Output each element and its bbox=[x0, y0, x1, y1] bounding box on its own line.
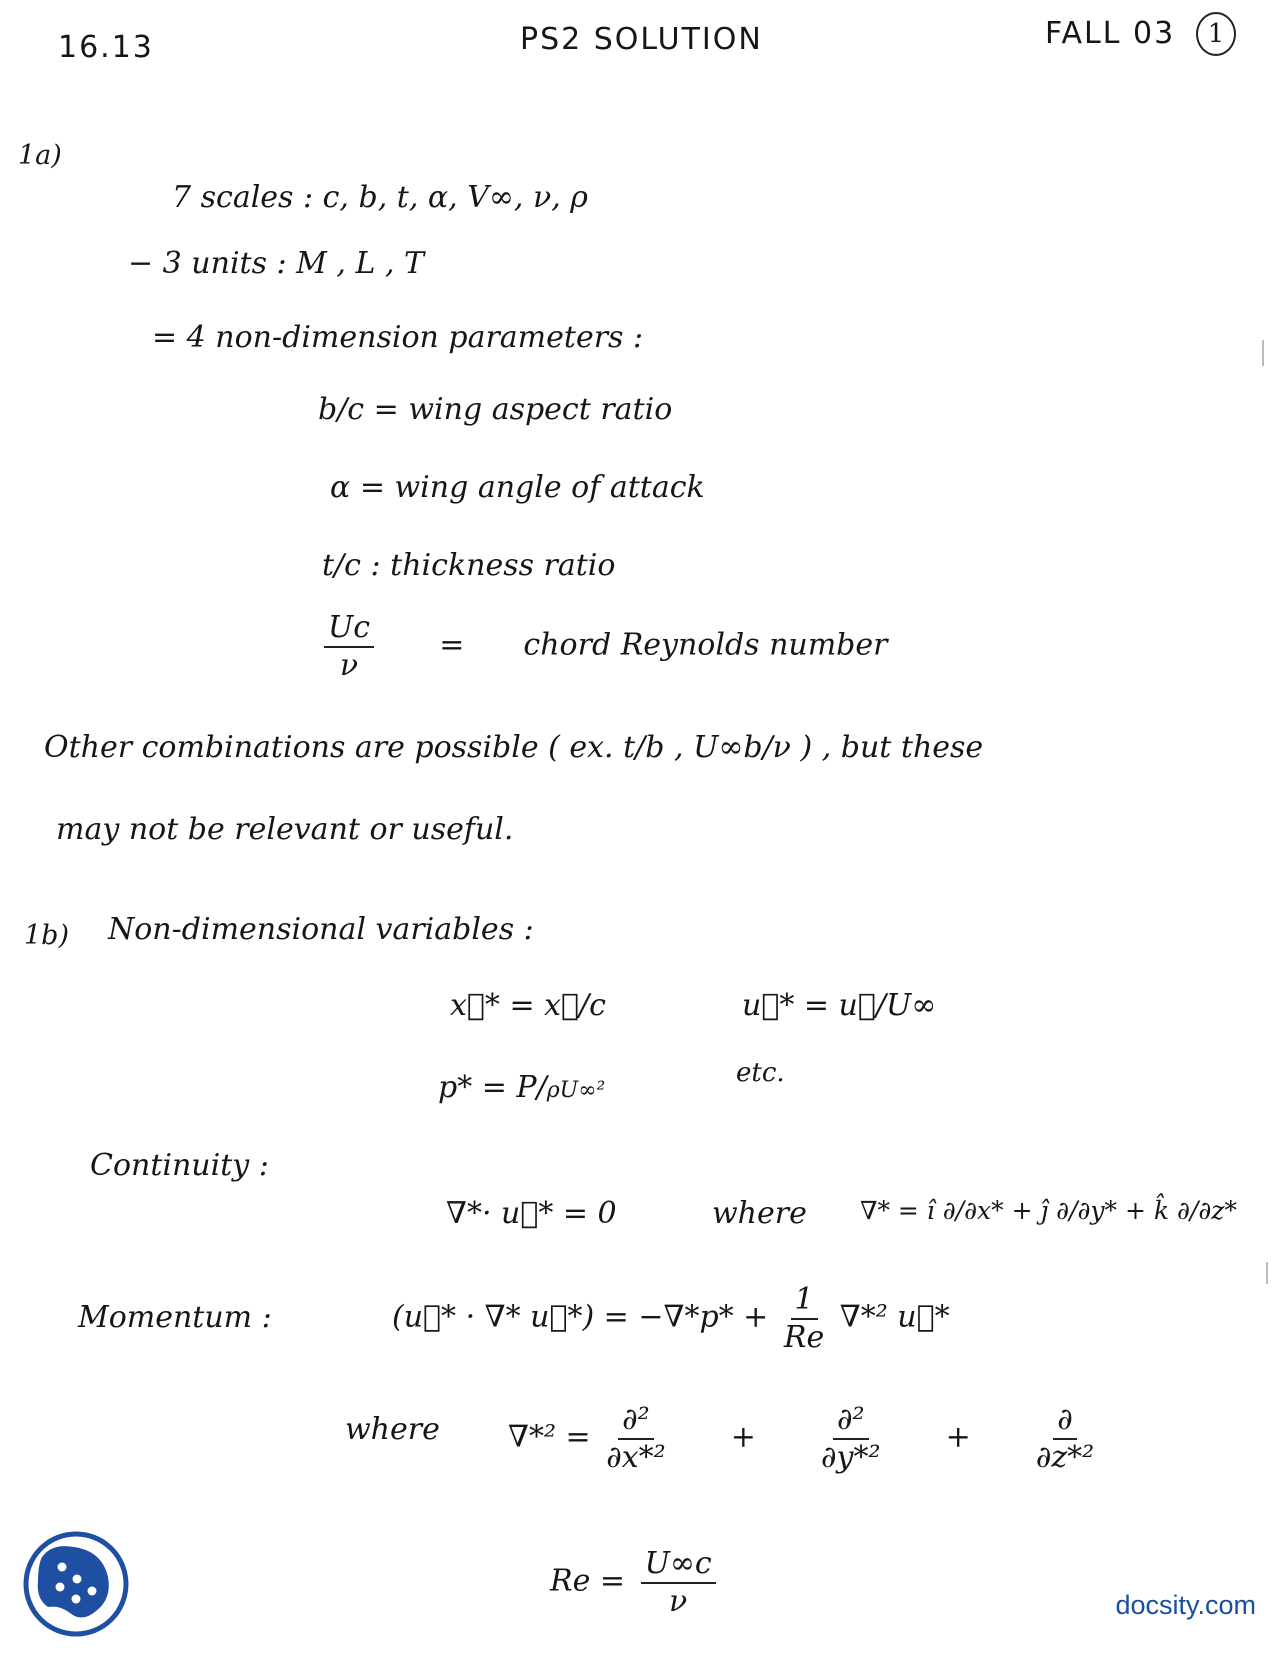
param-separator: : bbox=[370, 548, 381, 583]
param-angle-of-attack bbox=[330, 470, 705, 505]
laplacian-lhs: ∇*² = bbox=[508, 1419, 591, 1455]
laplacian-term-numerator: ∂² bbox=[833, 1404, 869, 1440]
laplacian-term-numerator: ∂² bbox=[618, 1404, 654, 1440]
laplacian-definition bbox=[508, 1404, 1100, 1473]
momentum-fraction bbox=[784, 1284, 824, 1353]
etc-label: etc. bbox=[736, 1058, 785, 1088]
laplacian-term-denominator: ∂z*² bbox=[1035, 1439, 1095, 1475]
nondim-variables-heading: Non-dimensional variables : bbox=[108, 912, 534, 947]
param-symbol: b/c bbox=[318, 392, 365, 427]
reynolds-definition bbox=[550, 1548, 722, 1617]
part-b-label: 1b) bbox=[24, 920, 69, 951]
plus-sign: + bbox=[730, 1419, 756, 1455]
param-symbol: α bbox=[330, 470, 351, 505]
note-line-1: Other combinations are possible ( ex. t/b , U∞b/ν ) , but these bbox=[44, 730, 984, 765]
plus-sign: + bbox=[945, 1419, 971, 1455]
part-a-label: 1a) bbox=[18, 140, 62, 171]
docsity-logo-icon bbox=[22, 1529, 130, 1639]
param-meaning: chord Reynolds number bbox=[523, 627, 888, 663]
note-line-2: may not be relevant or useful. bbox=[56, 812, 514, 847]
param-meaning: thickness ratio bbox=[390, 548, 616, 583]
momentum-fraction-denominator: Re bbox=[783, 1319, 825, 1355]
param-separator: = bbox=[359, 470, 385, 505]
param-meaning: wing aspect ratio bbox=[408, 392, 673, 427]
units-line: − 3 units : M , L , T bbox=[128, 246, 425, 281]
docsity-brand-link[interactable]: docsity.com bbox=[1115, 1590, 1256, 1620]
momentum-rhs: ∇*² u⃗* bbox=[839, 1299, 950, 1335]
laplacian-term-denominator: ∂x*² bbox=[606, 1439, 666, 1475]
var-p-definition bbox=[438, 1070, 605, 1105]
laplacian-term-y bbox=[821, 1404, 881, 1473]
var-u-definition: u⃗* = u⃗/U∞ bbox=[742, 988, 937, 1023]
param-separator: = bbox=[373, 392, 399, 427]
reynolds-fraction bbox=[641, 1548, 716, 1617]
continuity-label: Continuity : bbox=[90, 1148, 269, 1183]
laplacian-term-denominator: ∂y*² bbox=[821, 1439, 881, 1475]
scan-mark bbox=[1262, 340, 1264, 366]
param-separator: = bbox=[439, 627, 465, 663]
reynolds-fraction-numerator: U∞c bbox=[641, 1548, 716, 1584]
param-symbol: t/c bbox=[322, 548, 361, 583]
momentum-label: Momentum : bbox=[78, 1300, 272, 1335]
var-p-denominator: ρU∞² bbox=[546, 1078, 606, 1103]
reynolds-fraction-denominator: ν bbox=[668, 1583, 688, 1619]
param-fraction-numerator: Uc bbox=[324, 612, 374, 648]
momentum-lhs: (u⃗* · ∇* u⃗*) = −∇*p* + bbox=[392, 1299, 769, 1335]
param-fraction bbox=[324, 612, 374, 681]
reynolds-lhs: Re = bbox=[550, 1563, 626, 1599]
course-number: 16.13 bbox=[58, 30, 154, 65]
param-aspect-ratio bbox=[318, 392, 672, 427]
nondim-count-line: = 4 non-dimension parameters : bbox=[152, 320, 644, 355]
page-number-badge bbox=[1196, 12, 1236, 56]
term-label: FALL 03 bbox=[1045, 16, 1176, 51]
param-fraction-denominator: ν bbox=[339, 647, 359, 683]
page-number: 1 bbox=[1196, 12, 1236, 56]
var-p-lhs: p* = P/ bbox=[438, 1070, 547, 1105]
laplacian-term-numerator: ∂ bbox=[1053, 1404, 1077, 1440]
momentum-fraction-numerator: 1 bbox=[791, 1284, 818, 1320]
scan-mark bbox=[1266, 1262, 1268, 1284]
param-thickness-ratio bbox=[322, 548, 615, 583]
laplacian-term-x bbox=[606, 1404, 665, 1473]
param-reynolds bbox=[318, 612, 887, 681]
param-meaning: wing angle of attack bbox=[394, 470, 705, 505]
momentum-equation bbox=[392, 1284, 950, 1353]
page-title: PS2 SOLUTION bbox=[520, 22, 763, 57]
nabla-definition: ∇* = î ∂/∂x* + ĵ ∂/∂y* + k̂ ∂/∂z* bbox=[860, 1196, 1237, 1225]
where-label-2: where bbox=[345, 1412, 440, 1447]
laplacian-term-z bbox=[1036, 1404, 1094, 1473]
continuity-equation: ∇*· u⃗* = 0 bbox=[446, 1196, 617, 1231]
scales-line: 7 scales : c, b, t, α, V∞, ν, ρ bbox=[172, 180, 588, 215]
where-label-1: where bbox=[712, 1196, 807, 1231]
var-x-definition: x⃗* = x⃗/c bbox=[450, 988, 606, 1023]
